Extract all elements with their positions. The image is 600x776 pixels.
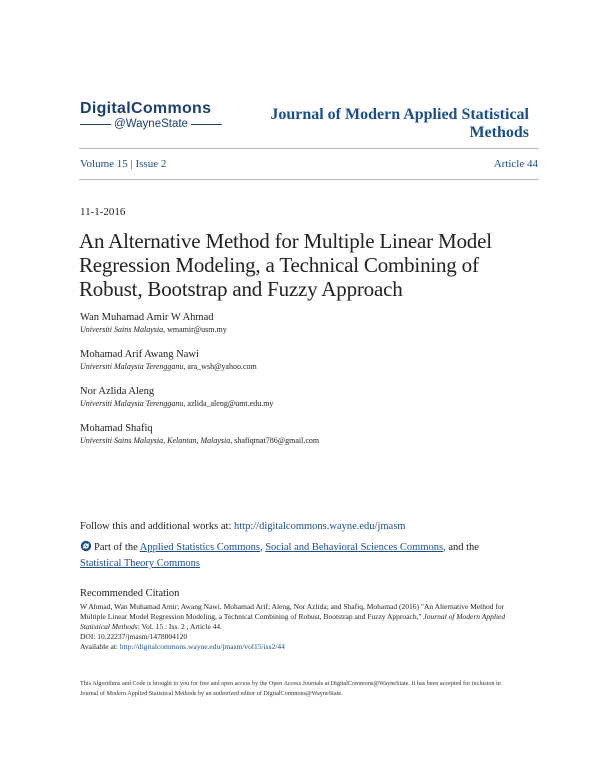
- article-title: An Alternative Method for Multiple Linear Model Regression Modeling, a Technical Combining of Robust, Bootstrap and Fuzzy Approach: [79, 229, 492, 301]
- affiliation-name: Universiti Sains Malaysia, Kelantan, Malaysia: [80, 436, 231, 445]
- author-email: , wmamir@usm.my: [163, 325, 227, 334]
- author-email: , shafiqmat786@gmail.com: [230, 436, 320, 445]
- recommended-citation-body: [80, 602, 530, 652]
- affiliation-name: Universiti Malaysia Terengganu: [80, 362, 184, 371]
- author-affiliation: [80, 324, 520, 336]
- author-email: , ara_wsh@yahoo.com: [183, 362, 257, 371]
- follow-text: Follow this and additional works at:: [80, 521, 234, 532]
- author-affiliation: [80, 435, 520, 447]
- access-notice: This Algorithms and Code is brought to you for free and open access by the Open Access Journals at DigitalCommons@WayneState. It has been accepted for inclusion in Journal of Modern Applied Statistical Methods by an authorized editor of DigitalCommons@WayneState.: [80, 680, 501, 697]
- author-name: Mohamad Arif Awang Nawi: [80, 349, 199, 360]
- author-entry: [80, 348, 520, 373]
- citation-volume: : Vol. 15 : Iss. 2 , Article 44.: [137, 622, 223, 631]
- issue-bar: [79, 148, 539, 180]
- digital-commons-logo: [80, 100, 222, 131]
- logo-bottom-text: @WayneState: [114, 118, 188, 130]
- part-of-sep2: , and the: [443, 542, 479, 553]
- affiliation-name: Universiti Sains Malaysia: [80, 325, 164, 334]
- logo-bottom-row: [80, 117, 222, 131]
- author-email: , azlida_aleng@umt.edu.my: [183, 399, 274, 408]
- author-name: Mohamad Shafiq: [80, 423, 153, 434]
- follow-line: [80, 521, 530, 532]
- author-affiliation: [80, 398, 520, 410]
- citation-url-link[interactable]: http://digitalcommons.wayne.edu/jmasm/vol15/iss2/44: [119, 642, 285, 651]
- part-of-prefix: Part of the: [94, 542, 140, 553]
- open-access-icon: [80, 540, 92, 557]
- affiliation-name: Universiti Malaysia Terengganu: [80, 399, 184, 408]
- publication-date: 11-1-2016: [80, 206, 126, 218]
- applied-statistics-commons-link[interactable]: Applied Statistics Commons: [139, 542, 260, 553]
- logo-rule-right: [191, 124, 222, 125]
- recommended-citation-heading: Recommended Citation: [80, 588, 180, 599]
- logo-top-text: DigitalCommons: [80, 100, 212, 117]
- author-affiliation: [80, 361, 520, 373]
- journal-title-link[interactable]: Journal of Modern Applied Statistical Methods: [270, 106, 529, 141]
- article-number-link[interactable]: Article 44: [493, 158, 538, 170]
- author-entry: [80, 311, 520, 336]
- part-of-sep1: ,: [259, 542, 266, 553]
- citation-text: W Ahmad, Wan Muhamad Amir; Awang Nawi, Mohamad Arif; Aleng, Nor Azlida; and Shafiq, Mohamad (2016) "An Alternative Method for Multiple Linear Model Regression Modeling, a Technical Combining of Robust, Bootstrap and Fuzzy Approach,": [80, 602, 505, 621]
- logo-rule-left: [80, 124, 111, 125]
- author-name: Wan Muhamad Amir W Ahmad: [80, 312, 214, 323]
- statistical-theory-commons-link[interactable]: Statistical Theory Commons: [80, 558, 200, 569]
- volume-issue-link[interactable]: Volume 15 | Issue 2: [80, 158, 167, 170]
- citation-journal: Journal of Modern Applied Statistical Methods: [80, 612, 506, 631]
- author-entry: [80, 422, 520, 447]
- author-name: Nor Azlida Aleng: [80, 386, 155, 397]
- part-of-line: [80, 540, 530, 571]
- citation-doi: DOI: 10.22237/jmasm/1478004120: [80, 632, 188, 641]
- author-entry: [80, 385, 520, 410]
- repository-link[interactable]: http://digitalcommons.wayne.edu/jmasm: [234, 521, 406, 532]
- author-list: [80, 311, 520, 459]
- social-behavioral-sciences-commons-link[interactable]: Social and Behavioral Sciences Commons: [265, 542, 444, 553]
- citation-available-prefix: Available at:: [80, 642, 120, 651]
